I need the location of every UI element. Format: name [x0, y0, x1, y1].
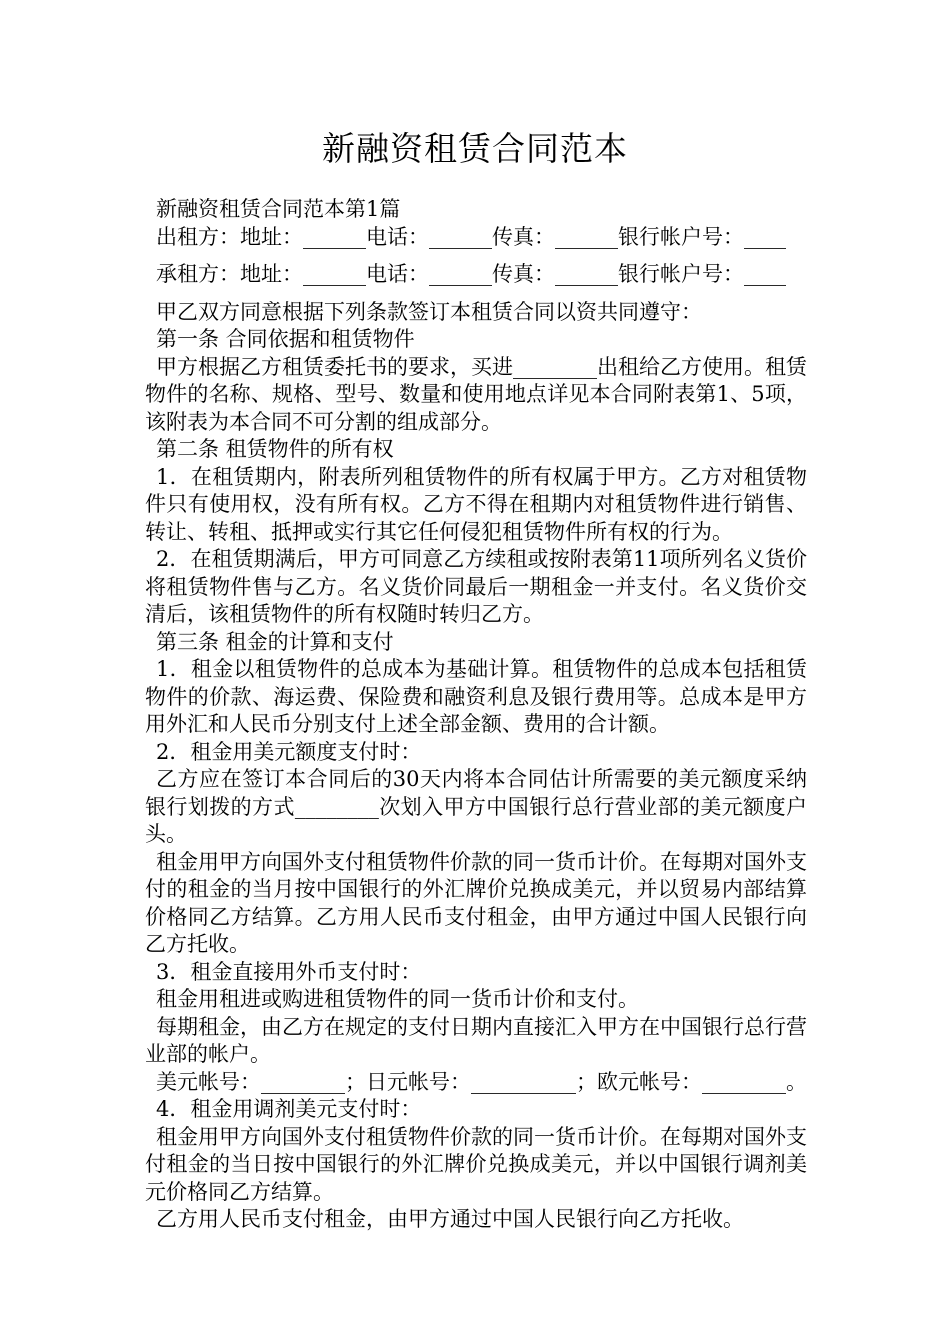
article-3-clause-4-text-a: 租金用甲方向国外支付租赁物件价款的同一货币计价。在每期对国外支付租金的当日按中国银行的外汇牌价兑换成美元，并以中国银行调剂美元价格同乙方结算。	[145, 1124, 807, 1204]
preamble: 甲乙双方同意根据下列条款签订本租赁合同以资共同遵守：	[156, 299, 702, 324]
article-3-heading: 第三条 租金的计算和支付	[156, 629, 394, 654]
article-3-clause-3-text-a: 租金用租进或购进租赁物件的同一货币计价和支付。	[156, 987, 639, 1011]
article-2-clause-2: 2．在租赁期满后，甲方可同意乙方续租或按附表第11项所列名义货价将租赁物件售与乙方。名义货价同最后一期租金一并支付。名义货价交清后，该租赁物件的所有权随时转归乙方。	[145, 547, 807, 626]
document-body	[145, 196, 807, 1234]
article-1-heading: 第一条 合同依据和租赁物件	[156, 327, 415, 351]
document-title: 新融资租赁合同范本	[322, 129, 628, 168]
article-3-clause-3-text-b: 每期租金，由乙方在规定的支付日期内直接汇入甲方在中国银行总行营业部的帐户。	[145, 1014, 807, 1066]
article-3-clause-4-text-b: 乙方用人民币支付租金，由甲方通过中国人民银行向乙方托收。	[156, 1207, 744, 1231]
article-2-heading: 第二条 租赁物件的所有权	[156, 437, 394, 461]
lessee-info-line: 承租方：地址：______电话：______传真：______银行帐户号：____	[156, 262, 786, 286]
article-1-text: 甲方根据乙方租赁委托书的要求，买进________出租给乙方使用。租赁物件的名称、规格、型号、数量和使用地点详见本合同附表第1、5项，该附表为本合同不可分割的组成部分。	[145, 354, 807, 434]
article-3-clause-4: 4．租金用调剂美元支付时：	[156, 1097, 422, 1121]
article-3-clause-1: 1．租金以租赁物件的总成本为基础计算。租赁物件的总成本包括租赁物件的价款、海运费、保险费和融资利息及银行费用等。总成本是甲方用外汇和人民币分别支付上述全部金额、费用的合计额。	[145, 657, 807, 736]
lessor-info-line: 出租方：地址：______电话：______传真：______银行帐户号：____	[156, 224, 786, 249]
article-3-clause-2-text-b: 租金用甲方向国外支付租赁物件价款的同一货币计价。在每期对国外支付的租金的当月按中国银行的外汇牌价兑换成美元，并以贸易内部结算价格同乙方结算。乙方用人民币支付租金，由甲方通过中国人民银行向乙方托收。	[145, 849, 807, 956]
article-2-clause-1: 1．在租赁期内，附表所列租赁物件的所有权属于甲方。乙方对租赁物件只有使用权，没有所有权。乙方不得在租期内对租赁物件进行销售、转让、转租、抵押或实行其它任何侵犯租赁物件所有权的行为。	[145, 464, 807, 544]
article-3-clause-3: 3．租金直接用外币支付时：	[156, 959, 422, 984]
article-3-clause-2: 2．租金用美元额度支付时：	[156, 739, 422, 764]
article-3-clause-2-text-a: 乙方应在签订本合同后的30天内将本合同估计所需要的美元额度采纳银行划拨的方式________次划入甲方中国银行总行营业部的美元额度户头。	[145, 767, 807, 846]
chapter-heading: 新融资租赁合同范本第1篇	[156, 197, 401, 221]
account-numbers-line: 美元帐号：________；日元帐号：__________；欧元帐号：________。	[156, 1069, 807, 1094]
